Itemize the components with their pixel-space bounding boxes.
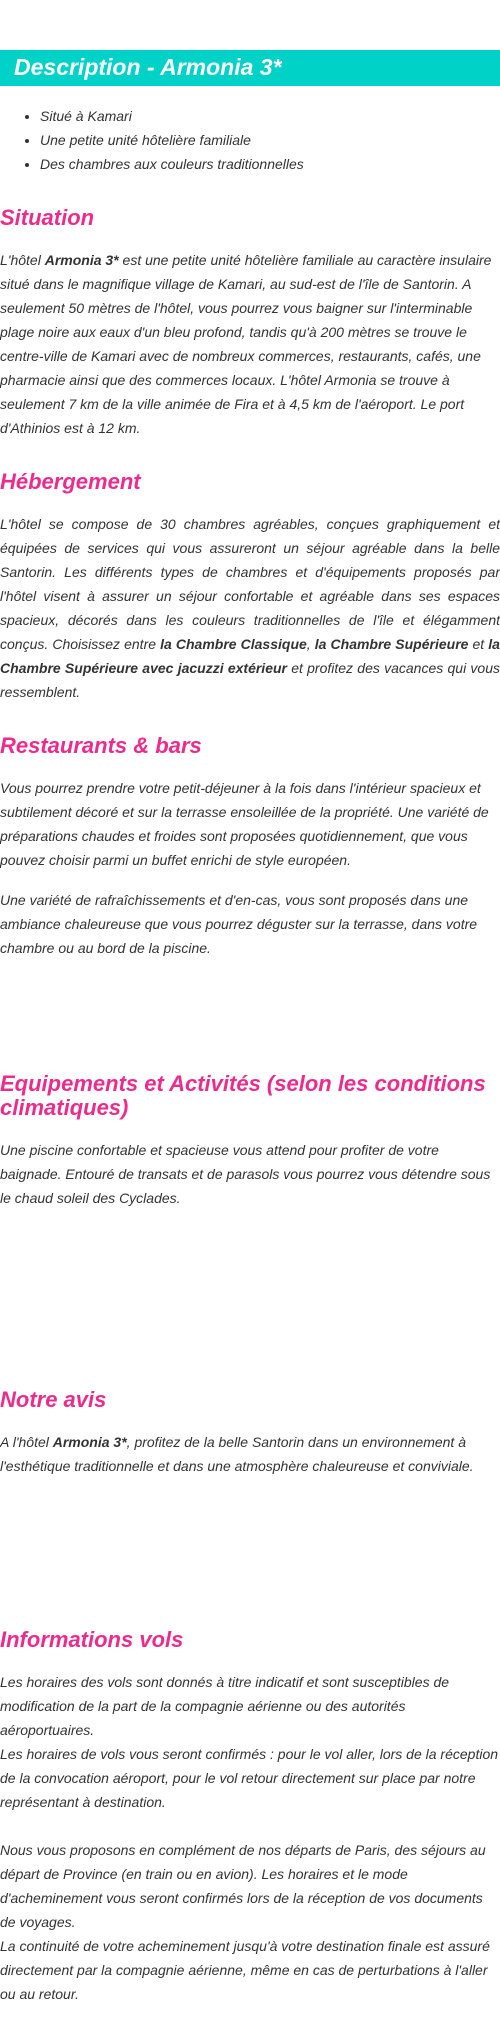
vols-para-2: Les horaires de vols vous seront confirmés : pour le vol aller, lors de la réception de la convocation aéroport, pour le vol retour directement sur place par notre représentant à destination. [0,1746,499,1810]
highlights-list [22,104,304,176]
restaurants-title: Restaurants & bars [0,733,202,758]
situation-text-part: L'hôtel [0,252,45,268]
room-type-classique: la Chambre Classique [160,636,307,652]
equipements-para-1: Une piscine confortable et spacieuse vous attend pour profiter de votre baignade. Entouré de transats et de parasols vous pourrez vous détendre sous le chaud soleil des Cyclades. [0,1142,491,1206]
situation-text [0,248,500,440]
hotel-name: Armonia 3* [52,1434,127,1450]
hotel-name: Armonia 3* [44,252,119,268]
vols-para-3: Nous vous proposons en complément de nos départs de Paris, des séjours au départ de Province (en train ou en avion). Les horaires et le mode d'acheminement vous seront confirmés lors de la réception de vos documents de voyages. [0,1842,486,1930]
avis-text-part: , profitez de la belle Santorin dans un environnement à l'esthétique traditionnelle et dans une atmosphère chaleureuse et conviviale. [0,1434,474,1474]
vols-para-1: Les horaires des vols sont donnés à titre indicatif et sont susceptibles de modification de la part de la compagnie aérienne ou des autorités aéroportuaires. [0,1674,450,1738]
separator: et [468,636,489,652]
hebergement-text-part: et profitez des vacances qui vous ressemblent. [0,660,500,700]
situation-title: Situation [0,205,95,230]
banner-title: Description - Armonia 3* [14,54,282,80]
restaurants-para-1: Vous pourrez prendre votre petit-déjeuner à la fois dans l'intérieur spacieux et subtilement décoré et sur la terrasse ensoleillée de la propriété. Une variété de préparations chaudes et froides sont proposées quotidiennement, que vous pouvez choisir parmi un buffet enrichi de style européen. [0,780,489,868]
restaurants-para-2: Une variété de rafraîchissements et d'en-cas, vous sont proposés dans une ambiance chaleureuse que vous pourrez déguster sur la terrasse, dans votre chambre ou au bord de la piscine. [0,892,478,956]
equipements-title: Equipements et Activités (selon les conditions climatiques) [0,1071,486,1120]
vols-para-4: La continuité de votre acheminement jusqu'à votre destination finale est assuré directement par la compagnie aérienne, même en cas de perturbations à l'aller ou au retour. [0,1938,490,2002]
situation-text-part: est une petite unité hôtelière familiale au caractère insulaire situé dans le magnifique village de Kamari, au sud-est de l'île de Santorin. A seulement 50 mètres de l'hôtel, vous pourrez vous baigner sur l'interminable plage noire aux eaux d'un bleu profond, tandis qu'à 200 mètres se trouve le centre-ville de Kamari avec de nombreux commerces, restaurants, cafés, une pharmacie ainsi que des commerces locaux. L'hôtel Armonia se trouve à seulement 7 km de la ville animée de Fira et à 4,5 km de l'aéroport. Le port d'Athinios est à 12 km. [0,252,492,436]
list-item: • Une petite unité hôtelière familiale [40,128,304,152]
vols-title: Informations vols [0,1627,184,1652]
list-item: • Des chambres aux couleurs traditionnelles [40,152,304,176]
hebergement-text [0,512,500,704]
room-type-jacuzzi: la Chambre Supérieure avec jacuzzi extérieur [0,636,500,676]
separator: , [306,636,315,652]
avis-text [0,1430,500,1478]
description-banner [0,50,500,86]
room-type-superieure: la Chambre Supérieure [314,636,469,652]
list-item: • Situé à Kamari [40,104,304,128]
hebergement-text-part: L'hôtel se compose de 30 chambres agréables, conçues graphiquement et équipées de services qui vous assureront un séjour agréable dans la belle Santorin. Les différents types de chambres et d'équipements proposés par l'hôtel visent à assurer un séjour confortable et agréable dans ses espaces spacieux, décorés dans les couleurs traditionnelles de l'île et élégamment conçus. Choisissez entre [0,516,500,652]
avis-title: Notre avis [0,1387,107,1412]
avis-text-part: A l'hôtel [0,1434,53,1450]
hebergement-title: Hébergement [0,469,141,494]
